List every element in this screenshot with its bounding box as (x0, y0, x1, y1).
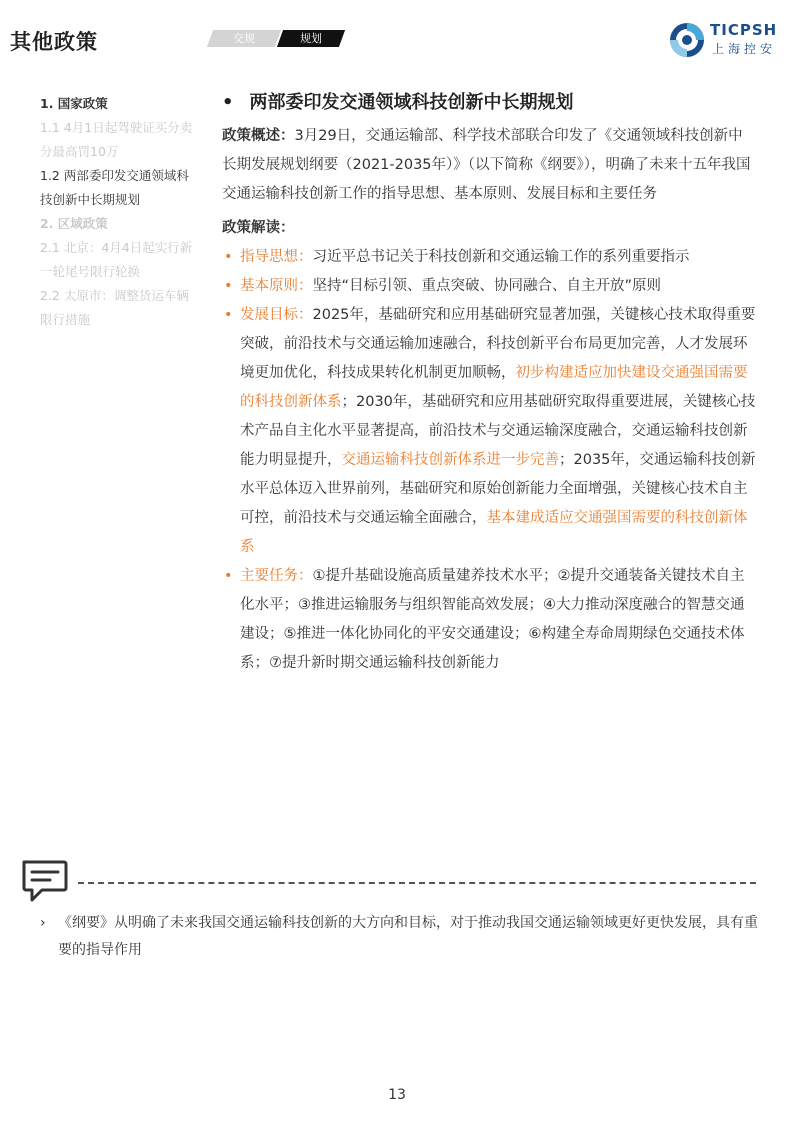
overview-paragraph (222, 122, 757, 209)
overview-text: 3月29日，交通运输部、科学技术部联合印发了《交通领域科技创新中长期发展规划纲要（2021-2035年）》（以下简称《纲要》），明确了未来十五年我国交通运输科技创新工作的指导思想、基本原则、发展目标和主要任务 (222, 128, 751, 202)
comment-icon (20, 858, 70, 906)
dashed-divider (78, 882, 756, 884)
tab-planning[interactable] (277, 30, 345, 47)
page-title: 其他政策 (10, 30, 98, 54)
section-heading (222, 88, 757, 118)
bullet-text: 坚持“目标引领、重点突破、协同融合、自主开放”原则 (312, 278, 662, 294)
bullet-text: 习近平总书记关于科技创新和交通运输工作的系列重要指示 (312, 249, 690, 265)
toc-item-license-points[interactable]: 1.1 4月1日起驾驶证买分卖分最高罚10万 (40, 120, 193, 159)
toc-item-regional-policy[interactable]: 2. 区域政策 (40, 216, 108, 231)
sidebar-toc (40, 92, 200, 332)
list-item-goals (222, 301, 757, 562)
bullet-label: 发展目标： (240, 307, 313, 323)
tab-label: 交规 (233, 32, 255, 45)
heading-text: 两部委印发交通领域科技创新中长期规划 (249, 92, 574, 113)
overview-label: 政策概述： (222, 128, 295, 144)
bullet-label: 指导思想： (240, 249, 313, 265)
highlight-text: 基本建成适应交通强国需要的科技创新体系 (240, 510, 748, 555)
note-text: 《纲要》从明确了未来我国交通运输科技创新的大方向和目标，对于推动我国交通运输领域更好更快发展，具有重要的指导作用 (58, 915, 758, 958)
list-item-principle (222, 272, 757, 301)
bullet-label: 主要任务： (240, 568, 313, 584)
bullet-text: ①提升基础设施高质量建养技术水平；②提升交通装备关键技术自主化水平；③推进运输服务与组织智能高效发展；④大力推动深度融合的智慧交通建设；⑤推进一体化协同化的平安交通建设；⑥构建全寿命周期绿色交通技术体系；⑦提升新时期交通运输科技创新能力 (240, 568, 745, 671)
bullet-text: 2025年，基础研究和应用基础研究显著加强，关键核心技术取得重要突破，前沿技术与交通运输加速融合，科技创新平台布局更加完善，人才发展环境更加优化，科技成果转化机制更加顺畅， (240, 307, 756, 381)
note-block (40, 910, 760, 964)
main-content (222, 88, 757, 678)
toc-item-tech-plan[interactable]: 1.2 两部委印发交通领域科技创新中长期规划 (40, 168, 189, 207)
toc-item-beijing[interactable]: 2.1 北京：4月4日起实行新一轮尾号限行轮换 (40, 240, 193, 279)
tab-label: 规划 (300, 32, 322, 45)
bullet-label: 基本原则： (240, 278, 313, 294)
interpretation-label: 政策解读： (222, 220, 295, 236)
chevron-right-icon: › (40, 915, 46, 931)
page-number: 13 (388, 1087, 406, 1103)
toc-item-taiyuan[interactable]: 2.2 太原市：调整货运车辆限行措施 (40, 288, 189, 327)
tab-traffic-rules[interactable] (207, 30, 281, 47)
list-item-guiding (222, 243, 757, 272)
list-item-tasks (222, 562, 757, 678)
highlight-text: 交通运输科技创新体系进一步完善 (341, 452, 559, 468)
heading-bullet: • (222, 92, 234, 113)
highlight-text: 初步构建适应加快建设交通强国需要的科技创新体系 (240, 365, 748, 410)
toc-item-national-policy[interactable]: 1. 国家政策 (40, 96, 108, 111)
logo-text-en: TICPSH (710, 21, 778, 39)
interpretation-list (222, 243, 757, 678)
logo-text-cn: 上海控安 (712, 42, 777, 56)
bullet-text: ；2030年，基础研究和应用基础研究取得重要进展，关键核心技术产品自主化水平显著提高，前沿技术与交通运输深度融合，交通运输科技创新能力明显提升， (240, 394, 756, 468)
bullet-text: ；2035年，交通运输科技创新水平总体迈入世界前列，基础研究和原始创新能力全面增强，关键核心技术自主可控，前沿技术与交通运输全面融合， (240, 452, 756, 526)
